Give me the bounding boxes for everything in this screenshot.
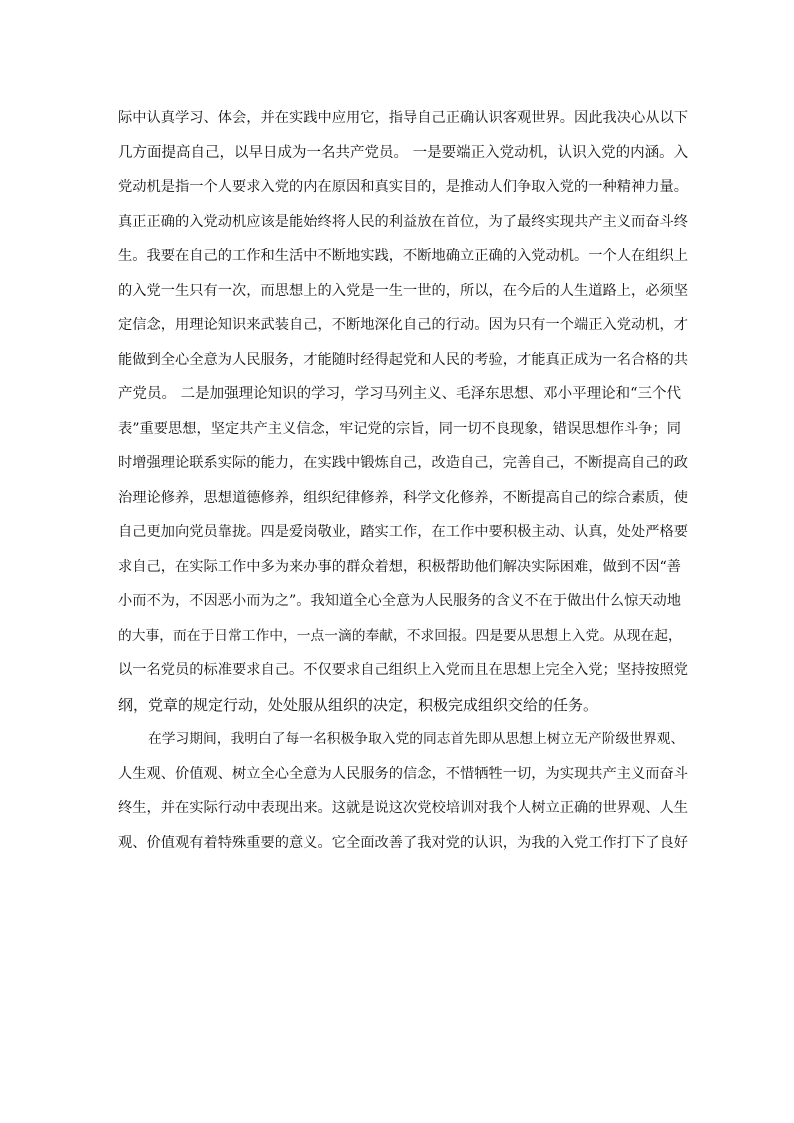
text-line: 求自己，在实际工作中多为来办事的群众着想，积极帮助他们解决实际困难，做到不因“善 [118,558,682,575]
text-line: 自己更加向党员靠拢。四是爱岗敬业，踏实工作，在工作中要积极主动、认真，处处严格要 [118,524,689,540]
text-line: 观、价值观有着特殊重要的意义。它全面改善了我对党的认识，为我的入党工作打下了良好 [118,834,689,851]
text-line: 的大事，而在于日常工作中，一点一滴的奉献，不求回报。四是要从思想上入党。从现在起， [118,627,682,644]
paragraph-first-line: 在学习期间，我明白了每一名积极争取入党的同志首先即从思想上树立无产阶级世界观、 [148,731,685,747]
text-line: 的入党一生只有一次，而思想上的入党是一生一世的，所以，在今后的人生道路上，必须坚 [118,282,689,299]
text-line: 终生，并在实际行动中表现出来。这就是说这次党校培训对我个人树立正确的世界观、人生 [118,800,689,816]
text-line: 真正正确的入党动机应该是能始终将人民的利益放在首位，为了最终实现共产主义而奋斗终 [118,213,689,230]
text-line: 以一名党员的标准要求自己。不仅要求自己组织上入党而且在思想上完全入党；坚持按照党 [118,662,689,678]
text-line: 定信念，用理论知识来武装自己，不断地深化自己的行动。因为只有一个端正入党动机，才 [118,317,689,333]
text-line: 纲，党章的规定行动，处处服从组织的决定，积极完成组织交给的任务。 [118,695,599,714]
text-line: 生。我要在自己的工作和生活中不断地实践，不断地确立正确的入党动机。一个人在组织上 [118,248,689,264]
text-line: 党动机是指一个人要求入党的内在原因和真实目的，是推动人们争取入党的一种精神力量。 [118,179,689,195]
text-line: 表”重要思想，坚定共产主义信念，牢记党的宗旨，同一切不良现象，错误思想作斗争；同 [118,420,682,437]
text-line: 时增强理论联系实际的能力，在实践中锻炼自己，改造自己，完善自己，不断提高自己的政 [118,455,689,471]
text-line: 几方面提高自己，以早日成为一名共产党员。 一是要端正入党动机，认识入党的内涵。入 [118,144,689,161]
text-line: 治理论修养，思想道德修养，组织纪律修养，科学文化修养，不断提高自己的综合素质，使 [118,489,689,506]
text-line: 小而不为，不因恶小而为之”。我知道全心全意为人民服务的含义不在于做出什么惊天动地 [118,593,682,609]
text-line: 际中认真学习、体会，并在实践中应用它，指导自己正确认识客观世界。因此我决心从以下 [118,110,689,126]
body-text [118,101,688,860]
text-line: 产党员。 二是加强理论知识的学习，学习马列主义、毛泽东思想、邓小平理论和“三个代 [118,386,682,402]
text-line: 能做到全心全意为人民服务，才能随时经得起党和人民的考验，才能真正成为一名合格的共 [118,351,689,368]
text-line: 人生观、价值观、树立全心全意为人民服务的信念，不惜牺牲一切，为实现共产主义而奋斗 [118,765,689,782]
